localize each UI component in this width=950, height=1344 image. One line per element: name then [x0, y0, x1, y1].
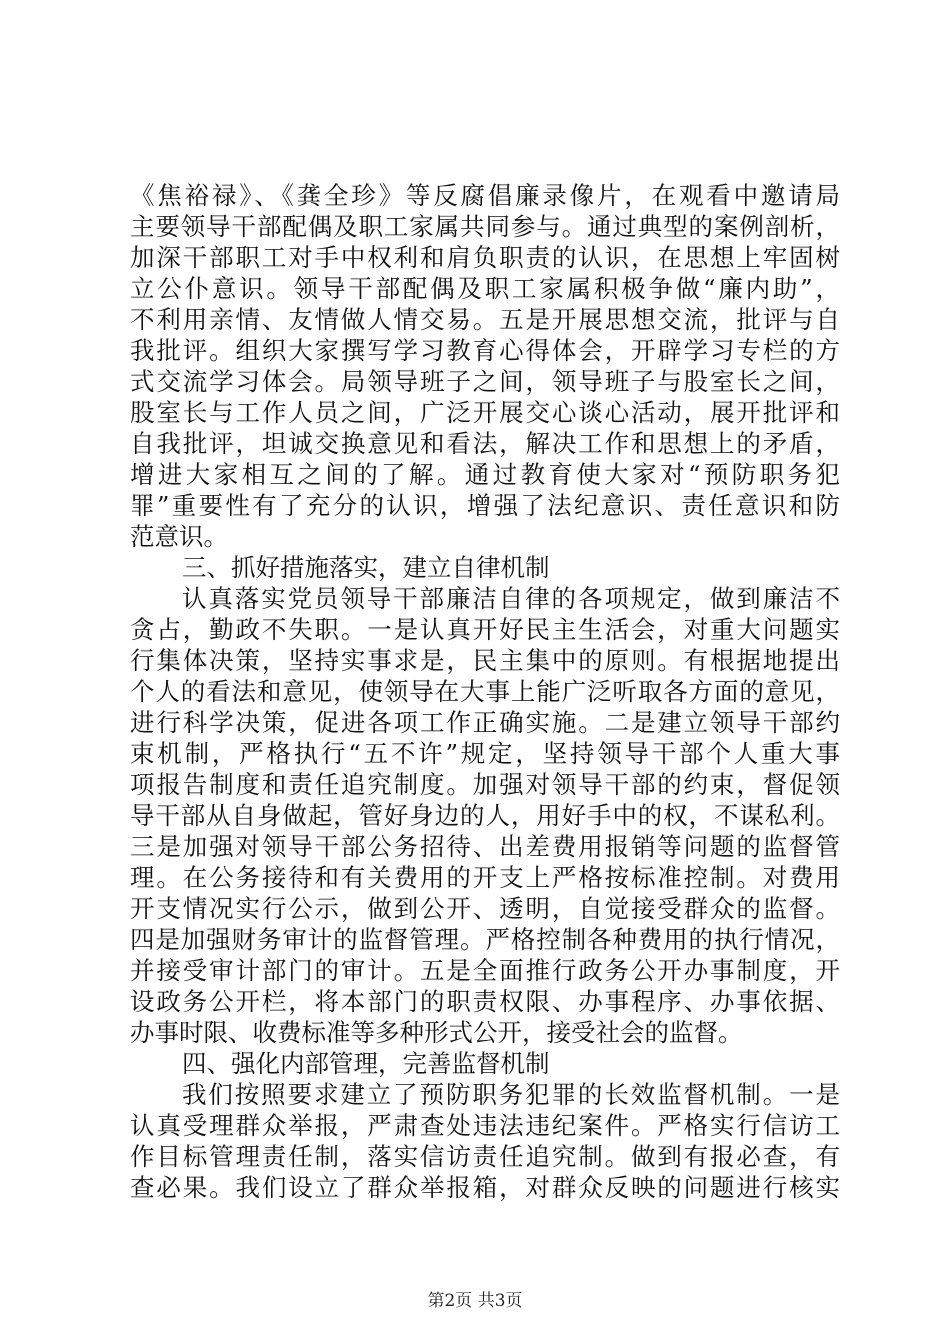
text-line: 立公仆意识。领导干部配偶及职工家属积极争做“廉内助”，	[130, 274, 840, 303]
text-line: 股室长与工作人员之间，广泛开展交心谈心活动，展开批评和	[130, 398, 840, 427]
text-line: 我批评。组织大家撰写学习教育心得体会，开辟学习专栏的方	[130, 336, 840, 365]
document-body	[130, 180, 840, 1203]
text-line: 式交流学习体会。局领导班子之间，领导班子与股室长之间，	[130, 367, 840, 396]
text-line: 认真落实党员领导干部廉洁自律的各项规定，做到廉洁不	[182, 584, 840, 613]
text-line: 查必果。我们设立了群众举报箱，对群众反映的问题进行核实	[130, 1173, 840, 1202]
text-line: 《焦裕禄》、《龚全珍》等反腐倡廉录像片，在观看中邀请局	[130, 181, 840, 210]
text-line: 主要领导干部配偶及职工家属共同参与。通过典型的案例剖析，	[130, 212, 840, 241]
text-line: 四是加强财务审计的监督管理。严格控制各种费用的执行情况，	[130, 925, 840, 954]
text-line: 加深干部职工对手中权利和肩负职责的认识，在思想上牢固树	[130, 243, 840, 272]
section-heading: 三、抓好措施落实，建立自律机制	[182, 553, 550, 582]
text-line: 不利用亲情、友情做人情交易。五是开展思想交流，批评与自	[130, 305, 840, 334]
text-line: 理。在公务接待和有关费用的开支上严格按标准控制。对费用	[130, 863, 840, 892]
text-line: 自我批评，坦诚交换意见和看法，解决工作和思想上的矛盾，	[130, 429, 840, 458]
text-line: 进行科学决策，促进各项工作正确实施。二是建立领导干部约	[130, 708, 840, 737]
text-line: 项报告制度和责任追究制度。加强对领导干部的约束，督促领	[130, 770, 840, 799]
text-line: 开支情况实行公示，做到公开、透明，自觉接受群众的监督。	[130, 894, 840, 923]
text-line: 导干部从自身做起，管好身边的人，用好手中的权，不谋私利。	[130, 801, 840, 830]
text-line: 办事时限、收费标准等多种形式公开，接受社会的监督。	[130, 1018, 743, 1047]
text-line: 贪占，勤政不失职。一是认真开好民主生活会，对重大问题实	[130, 615, 840, 644]
text-line: 认真受理群众举报，严肃查处违法违纪案件。严格实行信访工	[130, 1111, 840, 1140]
text-line: 罪”重要性有了充分的认识，增强了法纪意识、责任意识和防	[130, 491, 840, 520]
text-line: 增进大家相互之间的了解。通过教育使大家对“预防职务犯	[130, 460, 840, 489]
text-line: 范意识。	[130, 522, 228, 551]
text-line: 设政务公开栏，将本部门的职责权限、办事程序、办事依据、	[130, 987, 840, 1016]
text-line: 行集体决策，坚持实事求是，民主集中的原则。有根据地提出	[130, 646, 840, 675]
text-line: 束机制，严格执行“五不许”规定，坚持领导干部个人重大事	[130, 739, 840, 768]
text-line: 个人的看法和意见，使领导在大事上能广泛听取各方面的意见，	[130, 677, 840, 706]
page-footer: 第2页 共3页	[427, 1291, 523, 1311]
text-line: 作目标管理责任制，落实信访责任追究制。做到有报必查，有	[130, 1142, 840, 1171]
text-line: 并接受审计部门的审计。五是全面推行政务公开办事制度，开	[130, 956, 840, 985]
text-line: 三是加强对领导干部公务招待、出差费用报销等问题的监督管	[130, 832, 840, 861]
section-heading: 四、强化内部管理，完善监督机制	[182, 1049, 550, 1078]
text-line: 我们按照要求建立了预防职务犯罪的长效监督机制。一是	[182, 1080, 840, 1109]
